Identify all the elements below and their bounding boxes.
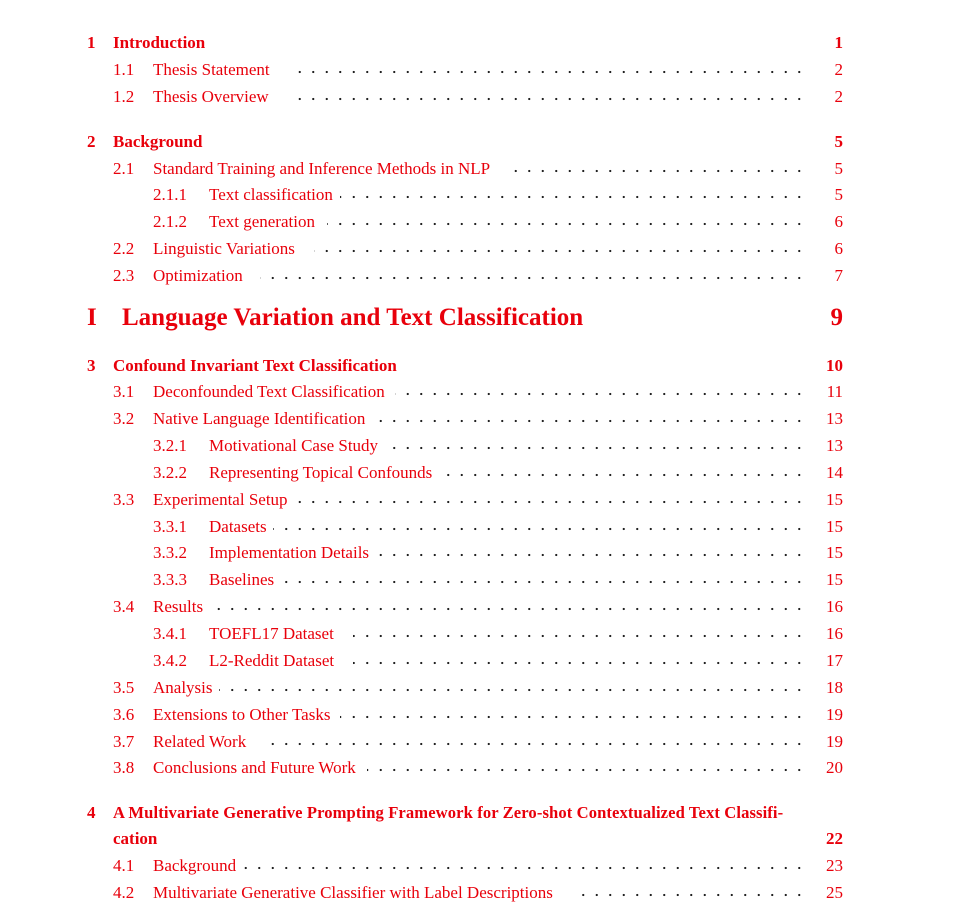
dot-leader xyxy=(281,580,806,584)
dot-leader xyxy=(374,419,806,423)
toc-entry-page[interactable]: 22 xyxy=(820,829,843,849)
dot-leader xyxy=(314,249,806,253)
toc-entry-page[interactable]: 25 xyxy=(820,883,843,903)
toc-entry-number: 2.1.1 xyxy=(153,185,187,204)
toc-entry-page[interactable]: 15 xyxy=(820,570,843,590)
toc-entry-page[interactable]: 15 xyxy=(820,543,843,563)
toc-entry-number: 3.3.2 xyxy=(153,543,187,562)
toc-entry-number: 2.1 xyxy=(113,159,135,178)
dot-leader xyxy=(367,768,806,772)
toc-entry-page[interactable]: 6 xyxy=(829,239,844,259)
toc-entry-page[interactable]: 7 xyxy=(829,266,844,286)
toc-entry-title[interactable]: Representing Topical Confounds xyxy=(209,463,436,483)
toc-entry-number: 2.2 xyxy=(113,239,135,258)
toc-entry-title[interactable]: Motivational Case Study xyxy=(209,436,382,456)
toc-entry-number: 1.2 xyxy=(113,87,135,106)
toc-entry-number: 3.1 xyxy=(113,382,135,401)
toc-entry-page[interactable]: 15 xyxy=(820,490,843,510)
toc-entry-title[interactable]: Background xyxy=(113,132,206,152)
toc-entry-page[interactable]: 13 xyxy=(820,436,843,456)
toc-entry-title[interactable]: A Multivariate Generative Prompting Framework for Zero-shot Contextualized Text Classifi- xyxy=(113,803,787,823)
dot-leader xyxy=(395,392,806,396)
toc-entry-number: 3.3.3 xyxy=(153,570,187,589)
toc-entry-page[interactable]: 6 xyxy=(829,212,844,232)
dot-leader xyxy=(219,688,806,692)
toc-entry-page[interactable]: 13 xyxy=(820,409,843,429)
dot-leader xyxy=(260,276,806,280)
toc-entry-title[interactable]: Optimization xyxy=(153,266,247,286)
toc-entry-number: 3 xyxy=(87,356,96,375)
toc-entry-title[interactable]: Extensions to Other Tasks xyxy=(153,705,334,725)
toc-entry-number: 4.2 xyxy=(113,883,135,902)
toc-entry-number: 1.1 xyxy=(113,60,135,79)
dot-leader xyxy=(340,195,806,199)
toc-entry-number: 3.3.1 xyxy=(153,517,187,536)
toc-entry-title[interactable]: Native Language Identification xyxy=(153,409,369,429)
toc-entry-number: 1 xyxy=(87,33,96,52)
toc-entry-number: 3.2 xyxy=(113,409,135,428)
toc-entry-number: 3.6 xyxy=(113,705,135,724)
dot-leader xyxy=(290,97,806,101)
dot-leader xyxy=(266,742,806,746)
toc-entry-page[interactable]: 5 xyxy=(829,132,844,152)
toc-entry-page[interactable]: 10 xyxy=(820,356,843,376)
toc-entry-title[interactable]: Background xyxy=(153,856,240,876)
toc-entry-title[interactable]: Text generation xyxy=(209,212,319,232)
toc-entry-number: 3.2.1 xyxy=(153,436,187,455)
toc-entry-page[interactable]: 2 xyxy=(829,60,844,80)
toc-entry-title[interactable]: Baselines xyxy=(209,570,278,590)
toc-entry-number: 3.2.2 xyxy=(153,463,187,482)
toc-entry-title[interactable]: Standard Training and Inference Methods in NLP xyxy=(153,159,494,179)
toc-entry-number: 2.1.2 xyxy=(153,212,187,231)
toc-entry-number: 3.4.1 xyxy=(153,624,187,643)
toc-entry-number: 3.3 xyxy=(113,490,135,509)
toc-entry-page[interactable]: 5 xyxy=(829,159,844,179)
toc-entry-page[interactable]: 15 xyxy=(820,517,843,537)
dot-leader xyxy=(340,715,806,719)
toc-entry-page[interactable]: 14 xyxy=(820,463,843,483)
toc-entry-number: 3.4 xyxy=(113,597,135,616)
toc-entry-number: 3.4.2 xyxy=(153,651,187,670)
toc-entry-title[interactable]: Multivariate Generative Classifier with Label Descriptions xyxy=(153,883,557,903)
toc-entry-page[interactable]: 16 xyxy=(820,597,843,617)
toc-entry-title[interactable]: Introduction xyxy=(113,33,209,53)
dot-leader xyxy=(208,607,806,611)
toc-entry-page[interactable]: 5 xyxy=(829,185,844,205)
dot-leader xyxy=(290,70,806,74)
toc-entry-title[interactable]: Text classification xyxy=(209,185,337,205)
toc-entry-title[interactable]: L2-Reddit Dataset xyxy=(209,651,338,671)
toc-entry-title[interactable]: Thesis Overview xyxy=(153,87,273,107)
toc-entry-title[interactable]: Deconfounded Text Classification xyxy=(153,382,389,402)
toc-entry-page[interactable]: 19 xyxy=(820,705,843,725)
toc-entry-page[interactable]: 20 xyxy=(820,758,843,778)
toc-entry-number: 3.7 xyxy=(113,732,135,751)
toc-entry-page[interactable]: 23 xyxy=(820,856,843,876)
dot-leader xyxy=(378,553,806,557)
toc-entry-title[interactable]: Related Work xyxy=(153,732,250,752)
dot-leader xyxy=(387,446,806,450)
dot-leader xyxy=(353,634,806,638)
toc-part-title[interactable]: Language Variation and Text Classification xyxy=(122,304,587,332)
toc-entry-page[interactable]: 1 xyxy=(829,33,844,53)
dot-leader xyxy=(443,473,806,477)
toc-entry-title[interactable]: Linguistic Variations xyxy=(153,239,299,259)
toc-entry-page[interactable]: 16 xyxy=(820,624,843,644)
toc-part-page[interactable]: 9 xyxy=(825,304,844,332)
toc-entry-title[interactable]: Confound Invariant Text Classification xyxy=(113,356,401,376)
toc-entry-number: 4.1 xyxy=(113,856,135,875)
toc-part-number: I xyxy=(87,304,97,331)
dot-leader xyxy=(296,500,806,504)
dot-leader xyxy=(506,169,806,173)
toc-entry-page[interactable]: 11 xyxy=(821,382,843,402)
dot-leader xyxy=(573,893,806,897)
toc-entry-title[interactable]: Thesis Statement xyxy=(153,60,274,80)
toc-entry-number: 2.3 xyxy=(113,266,135,285)
toc-entry-page[interactable]: 17 xyxy=(820,651,843,671)
dot-leader xyxy=(244,866,806,870)
dot-leader xyxy=(327,222,806,226)
toc-entry-title[interactable]: Datasets xyxy=(209,517,271,537)
toc-entry-page[interactable]: 18 xyxy=(820,678,843,698)
dot-leader xyxy=(353,661,806,665)
dot-leader xyxy=(273,527,806,531)
toc-entry-page[interactable]: 19 xyxy=(820,732,843,752)
toc-entry-title-continuation[interactable]: cation xyxy=(113,829,158,848)
toc-entry-number: 2 xyxy=(87,132,96,151)
toc-entry-number: 3.5 xyxy=(113,678,135,697)
toc-entry-title[interactable]: Implementation Details xyxy=(209,543,373,563)
toc-entry-number: 3.8 xyxy=(113,758,135,777)
toc-entry-page[interactable]: 2 xyxy=(829,87,844,107)
toc-entry-title[interactable]: Analysis xyxy=(153,678,217,698)
toc-entry-title[interactable]: Experimental Setup xyxy=(153,490,292,510)
toc-entry-title[interactable]: Results xyxy=(153,597,207,617)
toc-entry-title[interactable]: Conclusions and Future Work xyxy=(153,758,360,778)
toc-entry-number: 4 xyxy=(87,803,96,822)
toc-entry-title[interactable]: TOEFL17 Dataset xyxy=(209,624,338,644)
